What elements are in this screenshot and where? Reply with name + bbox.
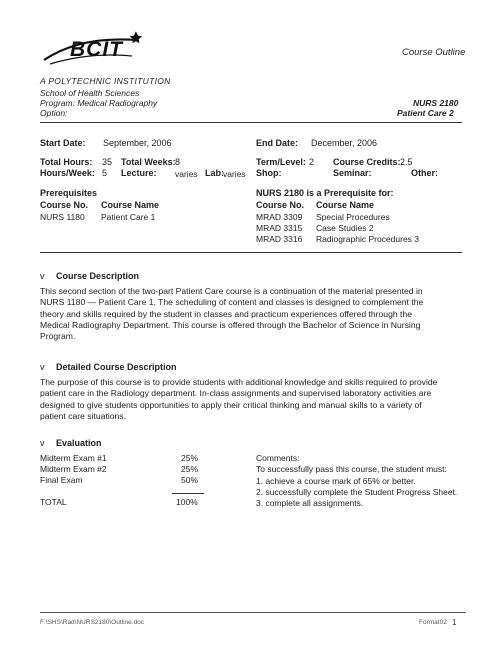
option-label: Option: bbox=[40, 108, 68, 118]
course-credits-value: 2.5 bbox=[400, 157, 413, 167]
bullet-icon: v bbox=[40, 438, 45, 448]
total-weeks-label: Total Weeks: bbox=[121, 157, 176, 167]
footer-divider bbox=[40, 612, 466, 613]
evaluation-total-percent: 100% bbox=[176, 497, 198, 507]
paragraph-line: Program. bbox=[40, 331, 76, 342]
paragraph-line: NURS 1180 — Patient Care 1. The scheduling of content and classes is designed to complement the bbox=[40, 297, 424, 308]
evaluation-item: Final Exam bbox=[40, 475, 83, 485]
evaluation-title: Evaluation bbox=[56, 438, 102, 448]
requirement-item: 1. achieve a course mark of 65% or better. bbox=[256, 476, 416, 486]
detailed-description-title: Detailed Course Description bbox=[56, 362, 177, 372]
prereq-for-row-name: Case Studies 2 bbox=[316, 223, 374, 233]
footer-file-path: F:\SHS\Rad\NURS2180\Outline.doc bbox=[40, 619, 145, 626]
prerequisites-title: Prerequisites bbox=[40, 188, 98, 198]
lab-label: Lab: bbox=[205, 168, 224, 178]
bullet-icon: v bbox=[40, 362, 45, 372]
prereq-for-row-name: Special Procedures bbox=[316, 212, 390, 222]
start-date-value: September, 2006 bbox=[103, 138, 172, 148]
end-date-value: December, 2006 bbox=[311, 138, 378, 148]
document-type: Course Outline bbox=[402, 47, 466, 58]
start-date-label: Start Date: bbox=[40, 138, 86, 148]
evaluation-total-label: TOTAL bbox=[40, 497, 67, 507]
course-description-title: Course Description bbox=[56, 271, 140, 281]
lab-value: varies bbox=[223, 169, 246, 179]
hours-week-value: 5 bbox=[102, 168, 108, 178]
evaluation-item: Midterm Exam #1 bbox=[40, 453, 107, 463]
total-hours-value: 35 bbox=[102, 157, 113, 167]
comments-intro: To successfully pass this course, the student must: bbox=[256, 464, 447, 474]
prereq-for-row-no: MRAD 3315 bbox=[256, 223, 303, 233]
header-divider bbox=[40, 122, 462, 123]
shop-label: Shop: bbox=[256, 168, 282, 178]
prereq-col-course-name: Course Name bbox=[101, 200, 160, 210]
comments-label: Comments: bbox=[256, 453, 300, 463]
course-description-body bbox=[40, 286, 465, 342]
paragraph-line: theory and skills required by the student in classes and practicum experiences offered through the bbox=[40, 308, 412, 319]
prereq-for-row-name: Radiographic Procedures 3 bbox=[316, 234, 420, 244]
evaluation-item: Midterm Exam #2 bbox=[40, 464, 107, 474]
course-title: Patient Care 2 bbox=[397, 108, 454, 118]
other-label: Other: bbox=[411, 168, 438, 178]
info-divider bbox=[40, 252, 462, 253]
paragraph-line: The purpose of this course is to provide students with additional knowledge and skills required to provide bbox=[40, 377, 438, 387]
prereq-for-row-no: MRAD 3309 bbox=[256, 212, 303, 222]
total-rule bbox=[172, 493, 204, 494]
paragraph-line: Medical Radiography Department. This course is offered through the Bachelor of Science in Nursing bbox=[40, 319, 421, 330]
term-level-label: Term/Level: bbox=[256, 157, 306, 167]
hours-week-label: Hours/Week: bbox=[40, 168, 95, 178]
term-level-value: 2 bbox=[309, 157, 315, 167]
prereq-row-course-name: Patient Care 1 bbox=[101, 212, 156, 222]
course-code: NURS 2180 bbox=[413, 98, 459, 108]
paragraph-line: patient care in the Radiology department. In-class assignments and supervised laboratory activities are bbox=[40, 388, 432, 399]
logo-tagline: A POLYTECHNIC INSTITUTION bbox=[40, 76, 171, 86]
logo-wordmark: BCIT bbox=[70, 38, 123, 61]
footer-format: Format02 bbox=[419, 619, 447, 626]
end-date-label: End Date: bbox=[256, 138, 299, 148]
prereq-row-course-no: NURS 1180 bbox=[40, 212, 85, 222]
evaluation-percent: 25% bbox=[181, 464, 199, 474]
prereq-col-course-no: Course No. bbox=[40, 200, 89, 210]
requirement-item: 2. successfully complete the Student Progress Sheet. bbox=[256, 487, 458, 497]
page-number: 1 bbox=[452, 618, 457, 627]
seminar-label: Seminar: bbox=[333, 168, 372, 178]
lecture-label: Lecture: bbox=[121, 168, 157, 178]
bullet-icon: v bbox=[40, 271, 45, 281]
course-credits-label: Course Credits: bbox=[333, 157, 401, 167]
prereq-for-col-course-name: Course Name bbox=[316, 200, 375, 210]
program-name: Program: Medical Radiography bbox=[40, 98, 158, 108]
bcit-logo bbox=[40, 30, 150, 74]
prereq-for-title: NURS 2180 is a Prerequisite for: bbox=[256, 188, 394, 198]
lecture-value: varies bbox=[175, 169, 198, 179]
requirement-item: 3. complete all assignments. bbox=[256, 498, 364, 508]
prereq-for-row-no: MRAD 3316 bbox=[256, 234, 303, 244]
detailed-description-body bbox=[40, 377, 465, 422]
paragraph-line: patient care situations. bbox=[40, 410, 126, 421]
total-hours-label: Total Hours: bbox=[40, 157, 93, 167]
evaluation-percent: 25% bbox=[181, 453, 199, 463]
evaluation-percent: 50% bbox=[181, 475, 199, 485]
school-name: School of Health Sciences bbox=[40, 88, 140, 98]
total-weeks-value: 8 bbox=[175, 157, 181, 167]
prereq-for-col-course-no: Course No. bbox=[256, 200, 305, 210]
paragraph-line: This second section of the two-part Patient Care course is a continuation of the material presented in bbox=[40, 286, 423, 296]
paragraph-line: designed to give students opportunities to apply their critical thinking and manual skills to a variety of bbox=[40, 399, 422, 410]
